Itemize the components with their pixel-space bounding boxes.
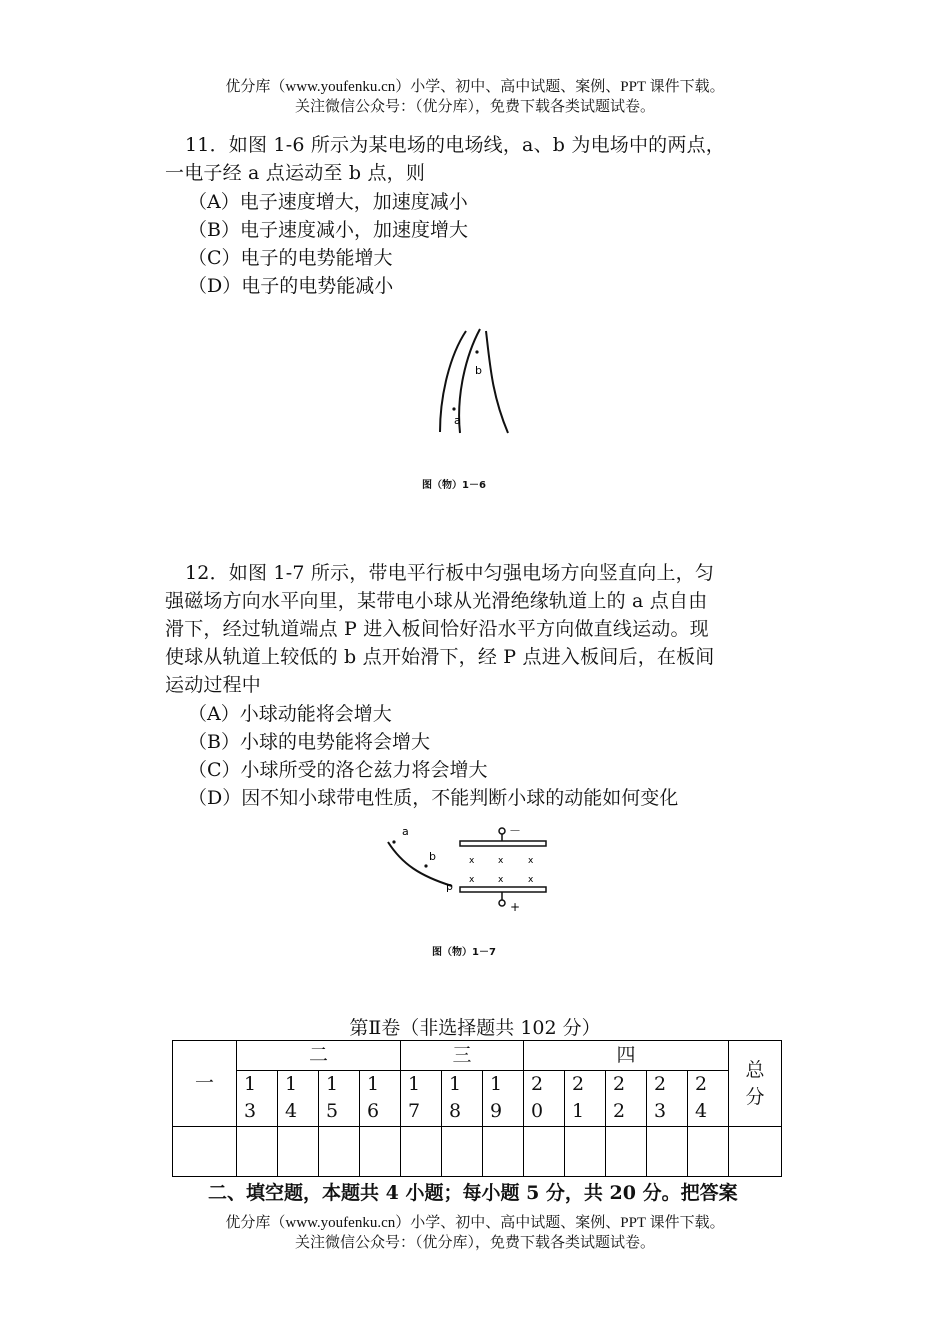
lower-plate xyxy=(460,887,546,892)
score-total-line-2: 分 xyxy=(745,1085,765,1108)
q12-stem-line-1: 12．如图 1-7 所示，带电平行板中匀强电场方向竖直向上，匀 xyxy=(185,562,715,584)
q11-stem-line-1: 11．如图 1-6 所示为某电场的电场线，a、b 为电场中的两点， xyxy=(185,134,725,156)
score-group-four: 四 xyxy=(524,1041,729,1071)
score-cell xyxy=(237,1127,278,1177)
score-cell xyxy=(729,1127,782,1177)
question-number-24: 2 4 xyxy=(688,1071,729,1127)
score-entry-row xyxy=(173,1127,782,1177)
score-cell xyxy=(360,1127,401,1177)
figure-1-6-caption: 图（物）1－6 xyxy=(422,480,486,491)
q11-option-a: （A）电子速度增大，加速度减小 xyxy=(188,191,468,213)
question-number-20: 2 0 xyxy=(524,1071,565,1127)
score-cell xyxy=(278,1127,319,1177)
score-cell xyxy=(647,1127,688,1177)
score-cell xyxy=(401,1127,442,1177)
lower-terminal-plus: + xyxy=(510,900,521,914)
q12-option-b: （B）小球的电势能将会增大 xyxy=(188,731,430,753)
question-number-17: 1 7 xyxy=(401,1071,442,1127)
score-group-three: 三 xyxy=(401,1041,524,1071)
figure-1-7-caption: 图（物）1－7 xyxy=(432,947,496,958)
question-number-18: 1 8 xyxy=(442,1071,483,1127)
field-mark: x xyxy=(498,856,504,866)
track-label-p: p xyxy=(446,880,453,893)
point-a-label: a xyxy=(454,414,461,427)
track-label-a: a xyxy=(402,825,409,838)
q12-stem-line-5: 运动过程中 xyxy=(165,674,262,696)
q12-option-c: （C）小球所受的洛仑兹力将会增大 xyxy=(188,759,488,781)
score-total-line-1: 总 xyxy=(745,1058,765,1081)
score-cell xyxy=(524,1127,565,1177)
track-point-a xyxy=(392,840,395,843)
header-line-2: 关注微信公众号：（优分库），免费下载各类试题试卷。 xyxy=(294,99,655,115)
field-mark: x xyxy=(528,856,534,866)
question-number-21: 2 1 xyxy=(565,1071,606,1127)
point-a-dot xyxy=(452,407,455,410)
figure-1-6 xyxy=(430,325,530,440)
q12-stem-line-2: 强磁场方向水平向里，某带电小球从光滑绝缘轨道上的 a 点自由 xyxy=(165,590,708,612)
field-line-right xyxy=(486,331,508,433)
field-mark: x xyxy=(528,875,534,885)
question-number-19: 1 9 xyxy=(483,1071,524,1127)
fill-in-heading: 二、填空题，本题共 4 小题；每小题 5 分，共 20 分。把答案 xyxy=(208,1182,738,1204)
field-mark: x xyxy=(469,875,475,885)
q12-option-a: （A）小球动能将会增大 xyxy=(188,703,392,725)
q11-option-c: （C）电子的电势能增大 xyxy=(188,247,393,269)
q12-stem-line-4: 使球从轨道上较低的 b 点开始滑下，经 P 点进入板间后，在板间 xyxy=(165,646,715,668)
q11-option-d: （D）电子的电势能减小 xyxy=(188,275,394,297)
field-mark: x xyxy=(469,856,475,866)
score-cell xyxy=(173,1127,237,1177)
score-group-two: 二 xyxy=(237,1041,401,1071)
q12-stem-line-3: 滑下，经过轨道端点 P 进入板间恰好沿水平方向做直线运动。现 xyxy=(165,618,709,640)
score-cell xyxy=(483,1127,524,1177)
question-number-23: 2 3 xyxy=(647,1071,688,1127)
question-number-15: 1 5 xyxy=(319,1071,360,1127)
score-col-one: 一 xyxy=(173,1041,237,1127)
upper-terminal xyxy=(499,828,505,834)
track-label-b: b xyxy=(429,850,436,863)
section-title: 第Ⅱ卷（非选择题共 102 分） xyxy=(349,1017,601,1039)
track-point-b xyxy=(424,864,427,867)
score-total-header xyxy=(729,1041,782,1127)
score-cell xyxy=(319,1127,360,1177)
question-number-16: 1 6 xyxy=(360,1071,401,1127)
footer-line-1: 优分库（www.youfenku.cn）小学、初中、高中试题、案例、PPT 课件下载。 xyxy=(225,1215,725,1231)
upper-plate xyxy=(460,841,546,846)
figure-1-7 xyxy=(380,818,560,918)
field-line-middle xyxy=(459,329,480,433)
point-b-dot xyxy=(475,350,478,353)
upper-terminal-minus: － xyxy=(509,824,522,838)
question-number-14: 1 4 xyxy=(278,1071,319,1127)
question-number-13: 1 3 xyxy=(237,1071,278,1127)
track-curve xyxy=(388,842,452,886)
lower-terminal xyxy=(499,900,505,906)
header-line-1: 优分库（www.youfenku.cn）小学、初中、高中试题、案例、PPT 课件下载。 xyxy=(225,79,725,95)
question-number-22: 2 2 xyxy=(606,1071,647,1127)
field-mark: x xyxy=(498,875,504,885)
score-table xyxy=(172,1040,782,1177)
q12-option-d: （D）因不知小球带电性质，不能判断小球的动能如何变化 xyxy=(188,787,679,809)
score-cell xyxy=(606,1127,647,1177)
score-cell xyxy=(442,1127,483,1177)
score-cell xyxy=(565,1127,606,1177)
q11-option-b: （B）电子速度减小，加速度增大 xyxy=(188,219,468,241)
footer-line-2: 关注微信公众号：（优分库），免费下载各类试题试卷。 xyxy=(294,1235,655,1251)
point-b-label: b xyxy=(475,364,482,377)
q11-stem-line-2: 一电子经 a 点运动至 b 点，则 xyxy=(165,162,426,184)
score-cell xyxy=(688,1127,729,1177)
